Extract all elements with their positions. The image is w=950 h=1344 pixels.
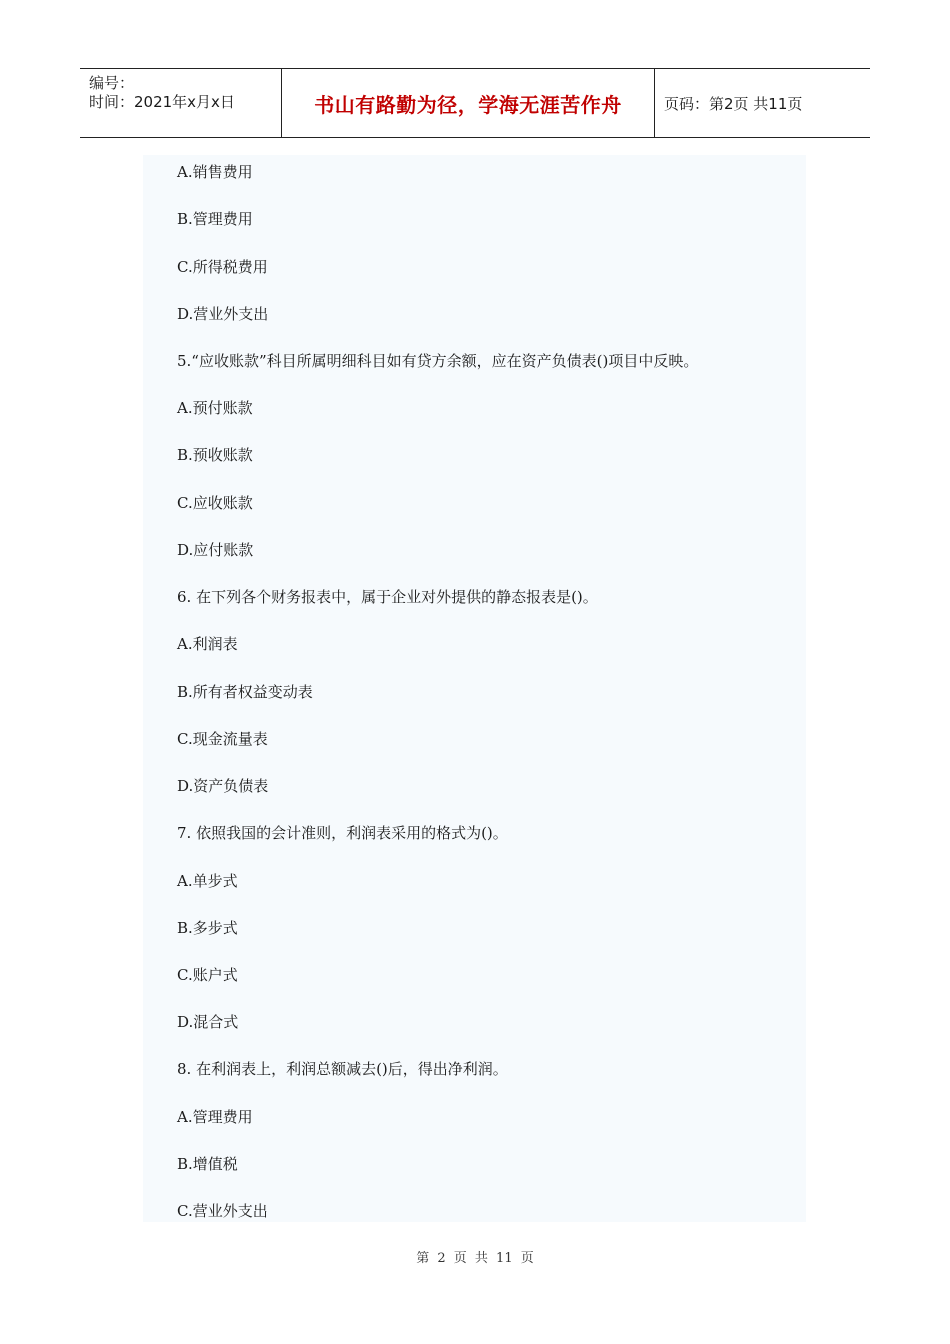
question-line: C.账户式 — [177, 966, 238, 984]
question-line: A.利润表 — [177, 635, 238, 653]
question-line: A.单步式 — [177, 872, 238, 890]
question-line: 7. 依照我国的会计准则，利润表采用的格式为()。 — [177, 824, 508, 842]
question-line: 6. 在下列各个财务报表中，属于企业对外提供的静态报表是()。 — [177, 588, 598, 606]
header-motto-cell — [281, 69, 655, 137]
header-motto: 书山有路勤为径，学海无涯苦作舟 — [314, 93, 622, 117]
document-number-label: 编号： — [89, 74, 135, 92]
question-line: A.预付账款 — [177, 399, 253, 417]
question-line: B.增值税 — [177, 1155, 238, 1173]
question-line: D.混合式 — [177, 1013, 239, 1031]
question-line: D.应付账款 — [177, 541, 254, 559]
question-line: C.应收账款 — [177, 494, 253, 512]
question-line: C.现金流量表 — [177, 730, 268, 748]
question-line: A.销售费用 — [177, 163, 253, 181]
question-line: 5.“应收账款”科目所属明细科目如有贷方余额，应在资产负债表()项目中反映。 — [177, 352, 699, 370]
document-time-label: 时间：2021年x月x日 — [89, 93, 235, 111]
header-page-cell — [655, 69, 870, 137]
question-line: B.预收账款 — [177, 446, 253, 464]
question-line: B.所有者权益变动表 — [177, 683, 313, 701]
question-line: B.多步式 — [177, 919, 238, 937]
question-line: C.营业外支出 — [177, 1202, 268, 1220]
question-line: B.管理费用 — [177, 210, 253, 228]
question-line: 8. 在利润表上，利润总额减去()后，得出净利润。 — [177, 1060, 508, 1078]
page-footer: 第 2 页 共 11 页 — [416, 1251, 534, 1266]
question-line: D.资产负债表 — [177, 777, 269, 795]
question-line: D.营业外支出 — [177, 305, 269, 323]
header-info-cell — [80, 69, 280, 137]
document-header — [80, 68, 870, 138]
question-line: A.管理费用 — [177, 1108, 253, 1126]
question-line: C.所得税费用 — [177, 258, 268, 276]
header-page-number: 页码：第2页 共11页 — [664, 95, 803, 113]
